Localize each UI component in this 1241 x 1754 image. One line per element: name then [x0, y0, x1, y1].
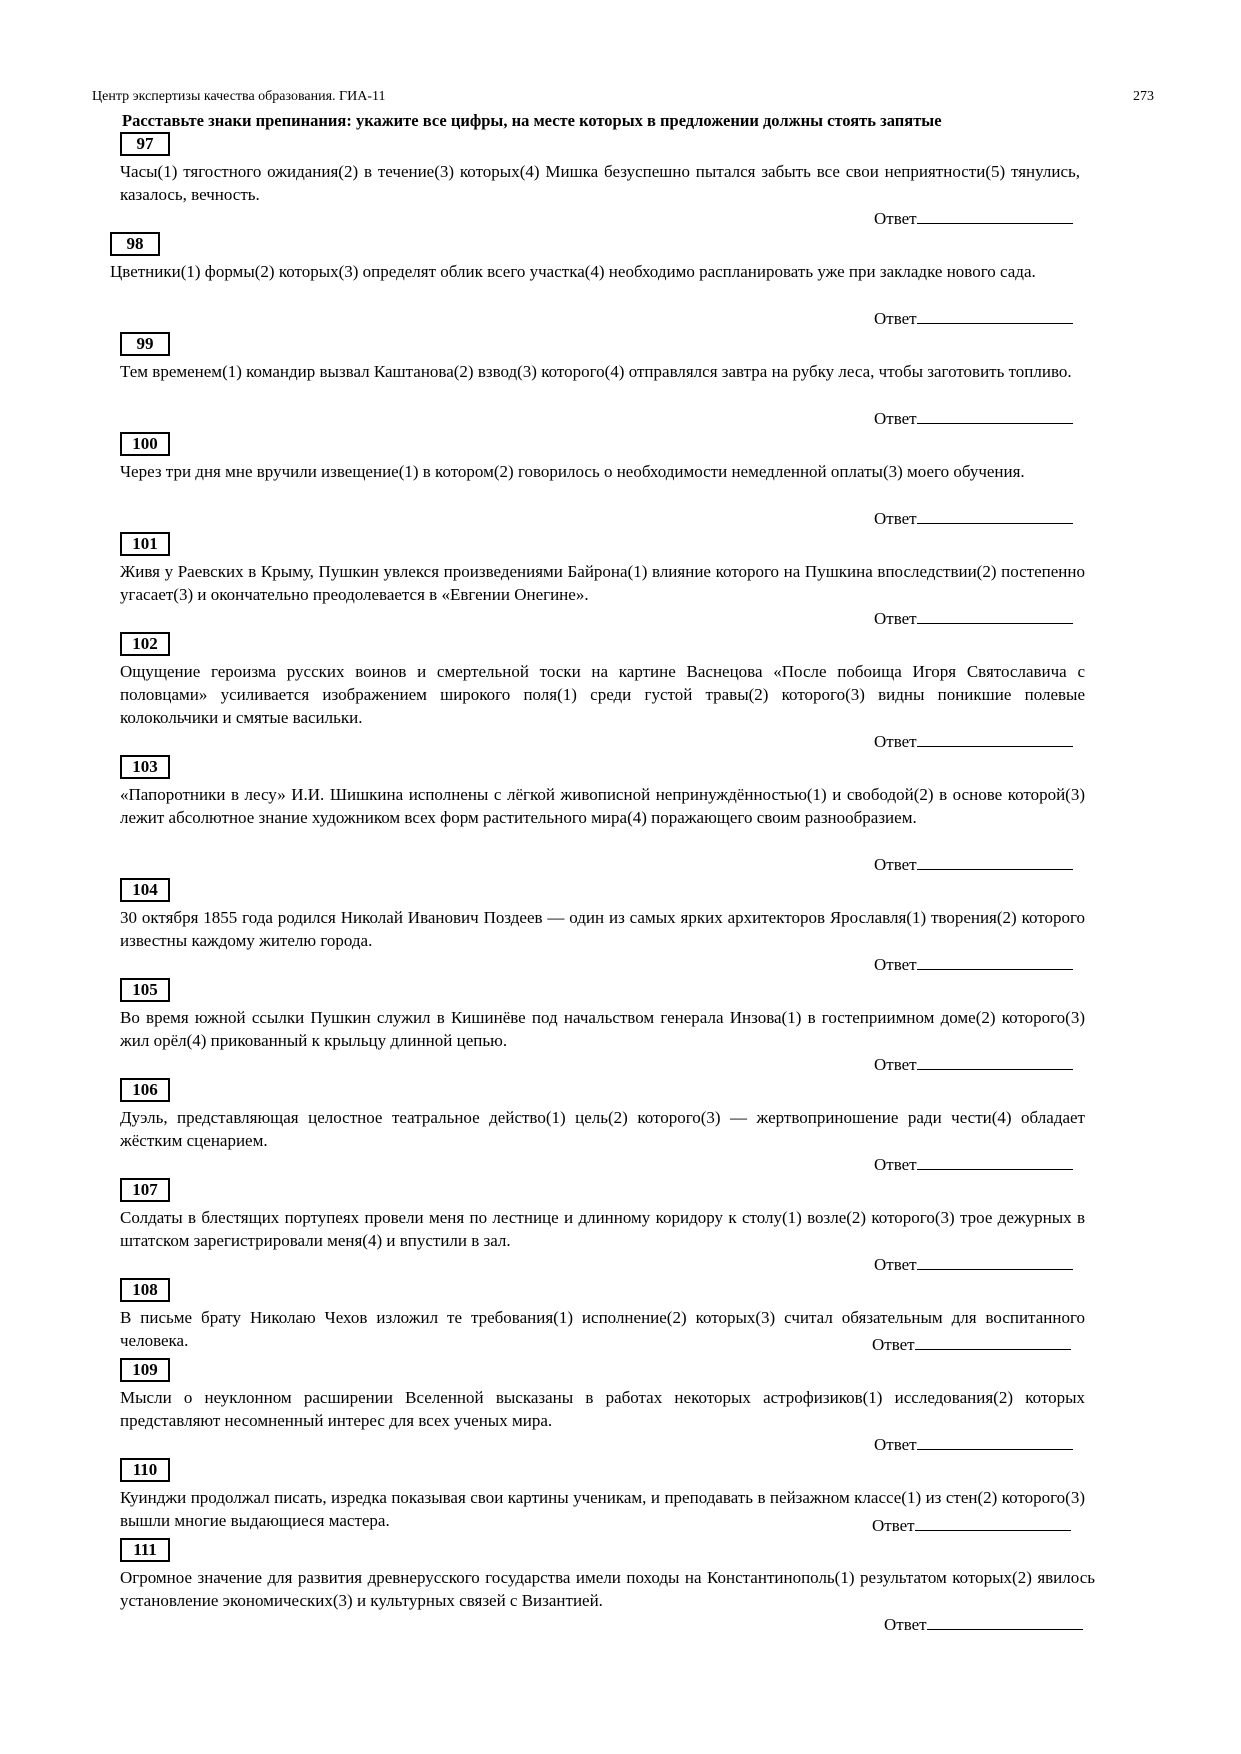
answer-line[interactable]	[917, 407, 1073, 424]
header-title: Центр экспертизы качества образования. ГИА-11	[92, 89, 386, 104]
task-number: 102	[120, 632, 170, 656]
answer-field-108[interactable]	[872, 1333, 1071, 1355]
task-97	[120, 132, 1096, 206]
answer-field-105[interactable]	[874, 1053, 1073, 1075]
task-number: 108	[120, 1278, 170, 1302]
answer-label: Ответ	[872, 1516, 915, 1535]
answer-field-109[interactable]	[874, 1433, 1073, 1455]
task-107	[120, 1178, 1096, 1252]
answer-label: Ответ	[874, 509, 917, 528]
answer-field-106[interactable]	[874, 1153, 1073, 1175]
answer-line[interactable]	[917, 1153, 1073, 1170]
task-text: Во время южной ссылки Пушкин служил в Кишинёве под начальством генерала Инзова(1) в гостеприимном доме(2) которого(3) жил орёл(4) прикованный к крыльцу длинной цепью.	[120, 1008, 1085, 1050]
answer-label: Ответ	[874, 1435, 917, 1454]
page-header	[92, 89, 1154, 109]
task-104	[120, 878, 1096, 952]
task-111	[120, 1538, 1096, 1612]
answer-line[interactable]	[917, 207, 1073, 224]
task-number: 109	[120, 1358, 170, 1382]
answer-field-111[interactable]	[884, 1613, 1083, 1635]
answer-line[interactable]	[917, 953, 1073, 970]
answer-label: Ответ	[872, 1335, 915, 1354]
task-text: Часы(1) тягостного ожидания(2) в течение(3) которых(4) Мишка безуспешно пытался забыть все свои неприятности(5) тянулись, казалось, вечность.	[120, 162, 1080, 204]
answer-line[interactable]	[927, 1613, 1083, 1630]
task-text: Дуэль, представляющая целостное театральное действо(1) цель(2) которого(3) — жертвоприношение ради чести(4) обладает жёстким сценарием.	[120, 1108, 1085, 1150]
answer-field-103[interactable]	[874, 853, 1073, 875]
task-102	[120, 632, 1096, 729]
task-105	[120, 978, 1096, 1052]
answer-field-104[interactable]	[874, 953, 1073, 975]
answer-label: Ответ	[874, 1155, 917, 1174]
answer-line[interactable]	[915, 1333, 1071, 1350]
task-text: Огромное значение для развития древнерусского государства имели походы на Константинополь(1) результатом которых(2) явилось установление экономических(3) и культурных связей с Византией.	[120, 1568, 1095, 1610]
page-number: 273	[1133, 89, 1154, 104]
answer-label: Ответ	[874, 209, 917, 228]
task-number: 99	[120, 332, 170, 356]
task-number: 101	[120, 532, 170, 556]
task-text: Солдаты в блестящих портупеях провели меня по лестнице и длинному коридору к столу(1) возле(2) которого(3) трое дежурных в штатском зарегистрировали меня(4) и впустили в зал.	[120, 1208, 1085, 1250]
task-100	[120, 432, 1096, 483]
task-101	[120, 532, 1096, 606]
task-text: «Папоротники в лесу» И.И. Шишкина исполнены с лёгкой живописной непринуждённостью(1) и свободой(2) в основе которой(3) лежит абсолютное знание художником всех форм растительного мира(4) поражающего своим разнообразием.	[120, 785, 1085, 827]
instruction-text: Расставьте знаки препинания: укажите все цифры, на месте которых в предложении должны стоять запятые	[122, 111, 942, 130]
answer-field-98[interactable]	[874, 307, 1073, 329]
answer-line[interactable]	[917, 607, 1073, 624]
answer-label: Ответ	[874, 309, 917, 328]
answer-line[interactable]	[915, 1514, 1071, 1531]
answer-line[interactable]	[917, 730, 1073, 747]
answer-line[interactable]	[917, 1053, 1073, 1070]
task-text: Цветники(1) формы(2) которых(3) определят облик всего участка(4) необходимо распланировать уже при закладке нового сада.	[110, 262, 1036, 281]
task-number: 98	[110, 232, 160, 256]
task-103	[120, 755, 1096, 829]
answer-field-107[interactable]	[874, 1253, 1073, 1275]
answer-label: Ответ	[874, 609, 917, 628]
answer-field-102[interactable]	[874, 730, 1073, 752]
task-number: 97	[120, 132, 170, 156]
task-text: Куинджи продолжал писать, изредка показывая свои картины ученикам, и преподавать в пейзажном классе(1) из стен(2) которого(3) вышли многие выдающиеся мастера.	[120, 1488, 1085, 1530]
answer-label: Ответ	[874, 1055, 917, 1074]
answer-field-100[interactable]	[874, 507, 1073, 529]
answer-label: Ответ	[874, 732, 917, 751]
answer-field-110[interactable]	[872, 1514, 1071, 1536]
answer-line[interactable]	[917, 1253, 1073, 1270]
task-text: Мысли о неуклонном расширении Вселенной высказаны в работах некоторых астрофизиков(1) исследования(2) которых представляют несомненный интерес для всех ученых мира.	[120, 1388, 1085, 1430]
task-number: 111	[120, 1538, 170, 1562]
task-99	[120, 332, 1096, 383]
task-number: 105	[120, 978, 170, 1002]
answer-line[interactable]	[917, 507, 1073, 524]
task-number: 106	[120, 1078, 170, 1102]
answer-label: Ответ	[884, 1615, 927, 1634]
task-text: 30 октября 1855 года родился Николай Иванович Поздеев — один из самых ярких архитекторов Ярославля(1) творения(2) которого известны каждому жителю города.	[120, 908, 1085, 950]
task-text: Живя у Раевских в Крыму, Пушкин увлекся произведениями Байрона(1) влияние которого на Пушкина впоследствии(2) постепенно угасает(3) и окончательно преодолевается в «Евгении Онегине».	[120, 562, 1085, 604]
task-text: Ощущение героизма русских воинов и смертельной тоски на картине Васнецова «После побоища Игоря Святославича с половцами» усиливается изображением широкого поля(1) среди густой травы(2) которого(3) видны поникшие полевые колокольчики и смятые васильки.	[120, 662, 1085, 727]
task-text: Тем временем(1) командир вызвал Каштанова(2) взвод(3) которого(4) отправлялся завтра на рубку леса, чтобы заготовить топливо.	[120, 362, 1072, 381]
answer-field-101[interactable]	[874, 607, 1073, 629]
task-106	[120, 1078, 1096, 1152]
task-98	[110, 232, 1086, 283]
answer-field-97[interactable]	[874, 207, 1073, 229]
answer-label: Ответ	[874, 855, 917, 874]
answer-field-99[interactable]	[874, 407, 1073, 429]
answer-label: Ответ	[874, 409, 917, 428]
task-number: 110	[120, 1458, 170, 1482]
answer-label: Ответ	[874, 1255, 917, 1274]
task-text: Через три дня мне вручили извещение(1) в котором(2) говорилось о необходимости немедленной оплаты(3) моего обучения.	[120, 462, 1025, 481]
answer-label: Ответ	[874, 955, 917, 974]
answer-line[interactable]	[917, 853, 1073, 870]
answer-line[interactable]	[917, 1433, 1073, 1450]
task-text: В письме брату Николаю Чехов изложил те требования(1) исполнение(2) которых(3) считал обязательным для воспитанного человека.	[120, 1308, 1085, 1350]
answer-line[interactable]	[917, 307, 1073, 324]
task-109	[120, 1358, 1096, 1432]
task-number: 107	[120, 1178, 170, 1202]
task-number: 100	[120, 432, 170, 456]
task-number: 103	[120, 755, 170, 779]
task-number: 104	[120, 878, 170, 902]
